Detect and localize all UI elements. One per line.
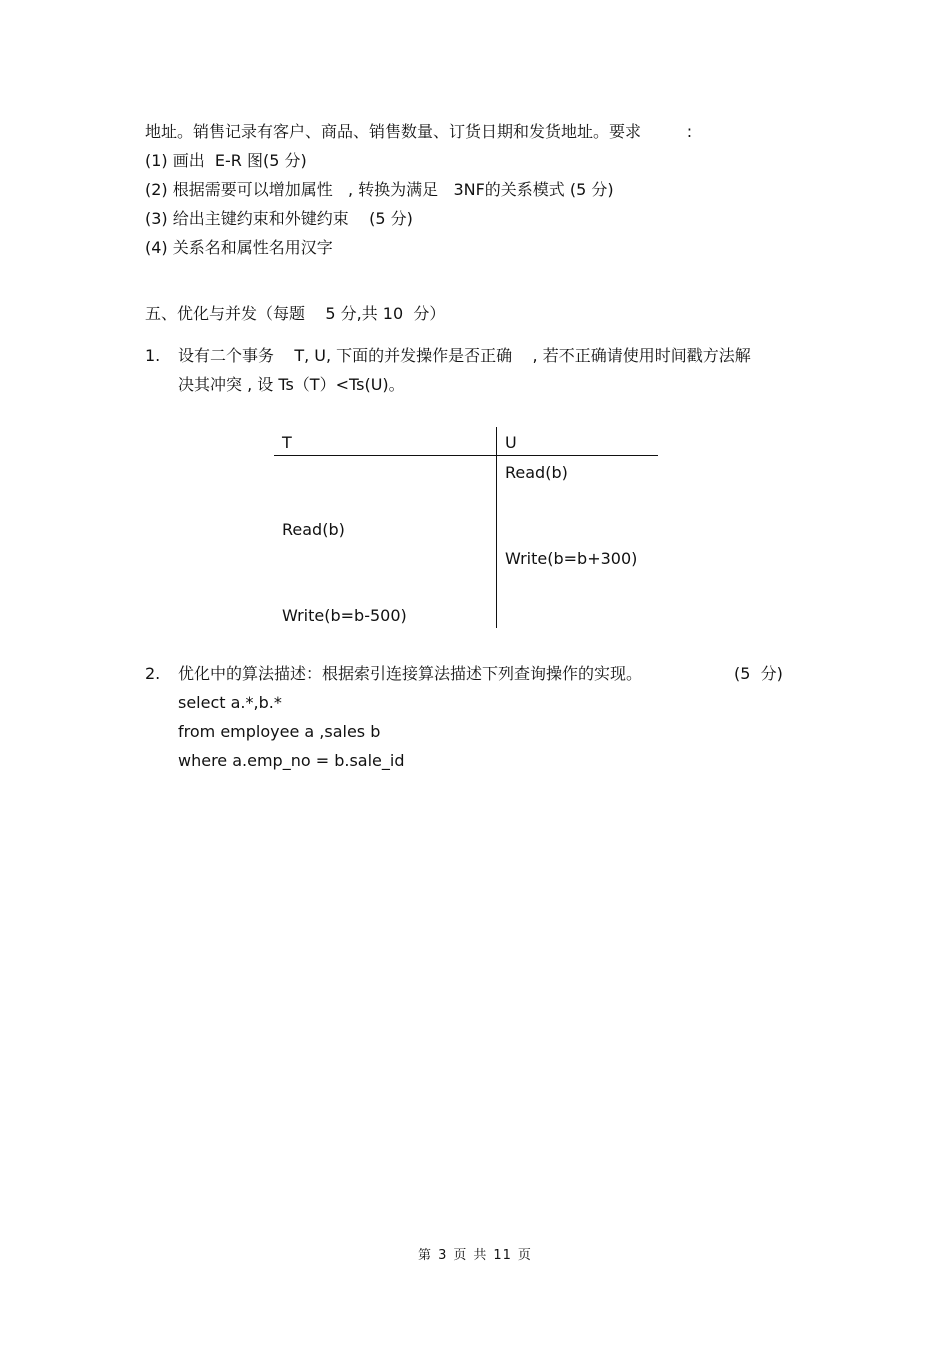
question-2-score: (5 分)	[734, 664, 783, 683]
question-2-text: 优化中的算法描述：根据索引连接算法描述下列查询操作的实现。	[178, 664, 643, 683]
sql-where: where a.emp_no = b.sale_id	[178, 751, 405, 770]
sql-from: from employee a ,sales b	[178, 722, 381, 741]
footer-ye: 页	[453, 1248, 468, 1263]
header-divider	[274, 455, 658, 456]
sql-select: select a.*,b.*	[178, 693, 282, 712]
footer-ye2: 页	[517, 1248, 532, 1263]
section-title: 五、优化与并发（每题 5 分,共 10 分）	[145, 304, 446, 323]
t-read-op: Read(b)	[282, 520, 345, 539]
question-1-number: 1.	[145, 346, 161, 365]
intro-line: 地址。销售记录有客户、商品、销售数量、订货日期和发货地址。要求 :	[145, 122, 693, 141]
u-read-op: Read(b)	[505, 463, 568, 482]
header-u: U	[505, 433, 517, 452]
header-t: T	[282, 433, 292, 452]
requirement-3: (3) 给出主键约束和外键约束 (5 分)	[145, 209, 413, 228]
question-2-number: 2.	[145, 664, 161, 683]
t-write-op: Write(b=b-500)	[282, 606, 407, 625]
footer-total-pages: 11	[493, 1248, 512, 1263]
requirement-1: (1) 画出 E-R 图(5 分)	[145, 151, 307, 170]
question-1-text: 设有二个事务 T, U, 下面的并发操作是否正确 , 若不正确请使用时间戳方法解	[178, 346, 751, 365]
page-footer	[0, 1247, 950, 1265]
footer-gong: 共	[473, 1248, 488, 1263]
requirement-2: (2) 根据需要可以增加属性 , 转换为满足 3NF的关系模式 (5 分)	[145, 180, 614, 199]
u-write-op: Write(b=b+300)	[505, 549, 638, 568]
requirement-4: (4) 关系名和属性名用汉字	[145, 238, 333, 257]
footer-page-number: 3	[438, 1248, 448, 1263]
column-divider	[496, 427, 497, 628]
footer-di: 第	[418, 1248, 433, 1263]
question-1-text-cont: 决其冲突 , 设 Ts（T）<Ts(U)。	[178, 375, 405, 394]
